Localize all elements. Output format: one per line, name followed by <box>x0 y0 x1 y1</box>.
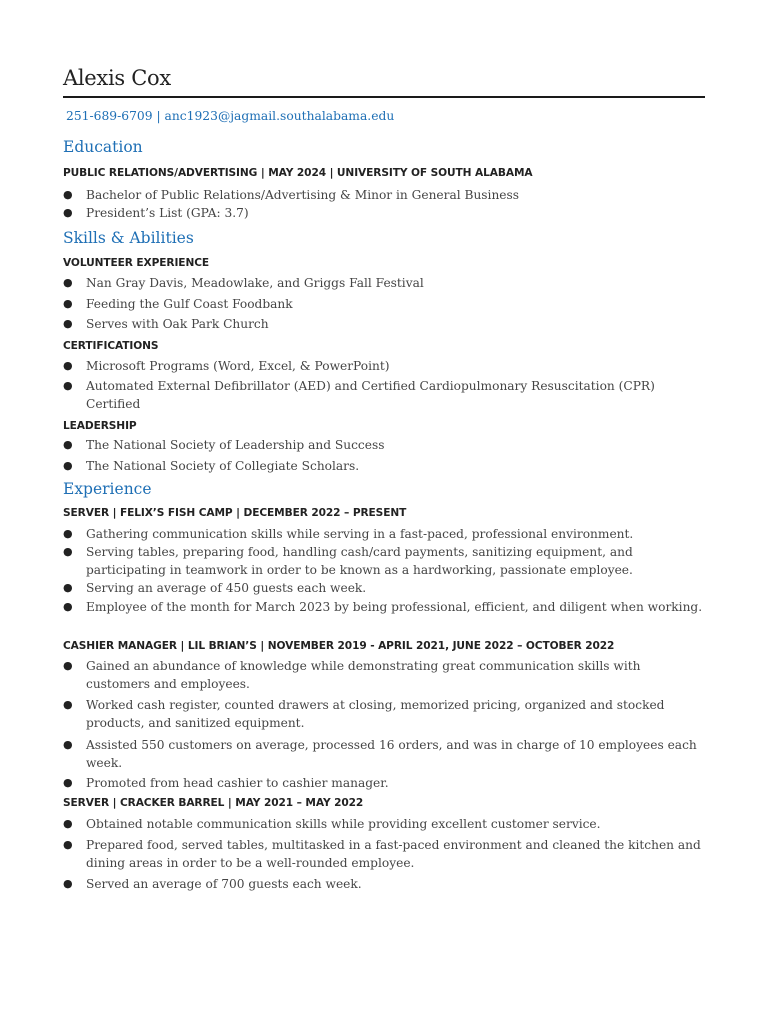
bullet-icon: ● <box>63 379 73 392</box>
education-heading: Education <box>63 138 143 156</box>
list-item: ● Nan Gray Davis, Meadowlake, and Griggs Fall Festival <box>63 276 424 290</box>
bullet-icon: ● <box>63 276 73 289</box>
candidate-name: Alexis Cox <box>63 66 171 90</box>
bullet-icon: ● <box>63 600 73 613</box>
education-subheading: PUBLIC RELATIONS/ADVERTISING | MAY 2024 | UNIVERSITY OF SOUTH ALABAMA <box>63 167 533 179</box>
bullet-icon: ● <box>63 359 73 372</box>
list-item: ● Gathering communication skills while serving in a fast-paced, professional environment. <box>63 527 634 541</box>
list-item: ● Feeding the Gulf Coast Foodbank <box>63 297 293 311</box>
skills-heading: Skills & Abilities <box>63 229 194 247</box>
job-subheading: SERVER | CRACKER BARREL | MAY 2021 – MAY 2022 <box>63 797 364 809</box>
job-subheading: CASHIER MANAGER | LIL BRIAN’S | NOVEMBER 2019 - APRIL 2021, JUNE 2022 – OCTOBER 2022 <box>63 640 615 652</box>
experience-heading: Experience <box>63 480 152 498</box>
list-item: ● Bachelor of Public Relations/Advertising & Minor in General Business <box>63 188 520 202</box>
list-item: ● Promoted from head cashier to cashier manager. <box>63 776 389 790</box>
list-item: ● Prepared food, served tables, multitasked in a fast-paced environment and cleaned the kitchen and dining areas in order to be a well-rounded employee. <box>63 838 701 870</box>
list-item: ● President’s List (GPA: 3.7) <box>63 206 249 220</box>
bullet-icon: ● <box>63 877 73 890</box>
list-item: ● Serving tables, preparing food, handling cash/card payments, sanitizing equipment, and participating in teamwork in order to be known as a hardworking, passionate employee. <box>63 545 633 577</box>
job-subheading: SERVER | FELIX’S FISH CAMP | DECEMBER 2022 – PRESENT <box>63 507 407 519</box>
bullet-icon: ● <box>63 459 73 472</box>
bullet-icon: ● <box>63 438 73 451</box>
list-item: ● Gained an abundance of knowledge while demonstrating great communication skills with customers and employees. <box>63 659 641 691</box>
bullet-icon: ● <box>63 297 73 310</box>
bullet-icon: ● <box>63 659 73 672</box>
list-item: ● Serves with Oak Park Church <box>63 317 269 331</box>
bullet-icon: ● <box>63 738 73 751</box>
list-item: ● Obtained notable communication skills while providing excellent customer service. <box>63 817 601 831</box>
bullet-icon: ● <box>63 206 73 219</box>
list-item: ● Assisted 550 customers on average, processed 16 orders, and was in charge of 10 employees each week. <box>63 738 697 770</box>
header-divider <box>63 96 705 98</box>
bullet-icon: ● <box>63 188 73 201</box>
certifications-subheading: CERTIFICATIONS <box>63 340 159 352</box>
list-item: ● Employee of the month for March 2023 by being professional, efficient, and diligent when working. <box>63 600 703 614</box>
list-item: ● Serving an average of 450 guests each week. <box>63 581 367 595</box>
leadership-subheading: LEADERSHIP <box>63 420 137 432</box>
bullet-icon: ● <box>63 317 73 330</box>
list-item: ● Worked cash register, counted drawers at closing, memorized pricing, organized and stocked products, and sanitized equipment. <box>63 698 665 730</box>
list-item: ● Served an average of 700 guests each week. <box>63 877 362 891</box>
list-item: ● The National Society of Collegiate Scholars. <box>63 459 360 473</box>
bullet-icon: ● <box>63 817 73 830</box>
contact-info[interactable]: 251-689-6709 | anc1923@jagmail.southalabama.edu <box>66 109 395 123</box>
bullet-icon: ● <box>63 776 73 789</box>
bullet-icon: ● <box>63 545 73 558</box>
bullet-icon: ● <box>63 527 73 540</box>
bullet-icon: ● <box>63 581 73 594</box>
bullet-icon: ● <box>63 698 73 711</box>
bullet-icon: ● <box>63 838 73 851</box>
list-item: ● The National Society of Leadership and Success <box>63 438 385 452</box>
volunteer-subheading: VOLUNTEER EXPERIENCE <box>63 257 210 269</box>
list-item: ● Microsoft Programs (Word, Excel, & PowerPoint) <box>63 359 390 373</box>
list-item: ● Automated External Defibrillator (AED) and Certified Cardiopulmonary Resuscitation (CPR) Certified <box>63 379 655 411</box>
